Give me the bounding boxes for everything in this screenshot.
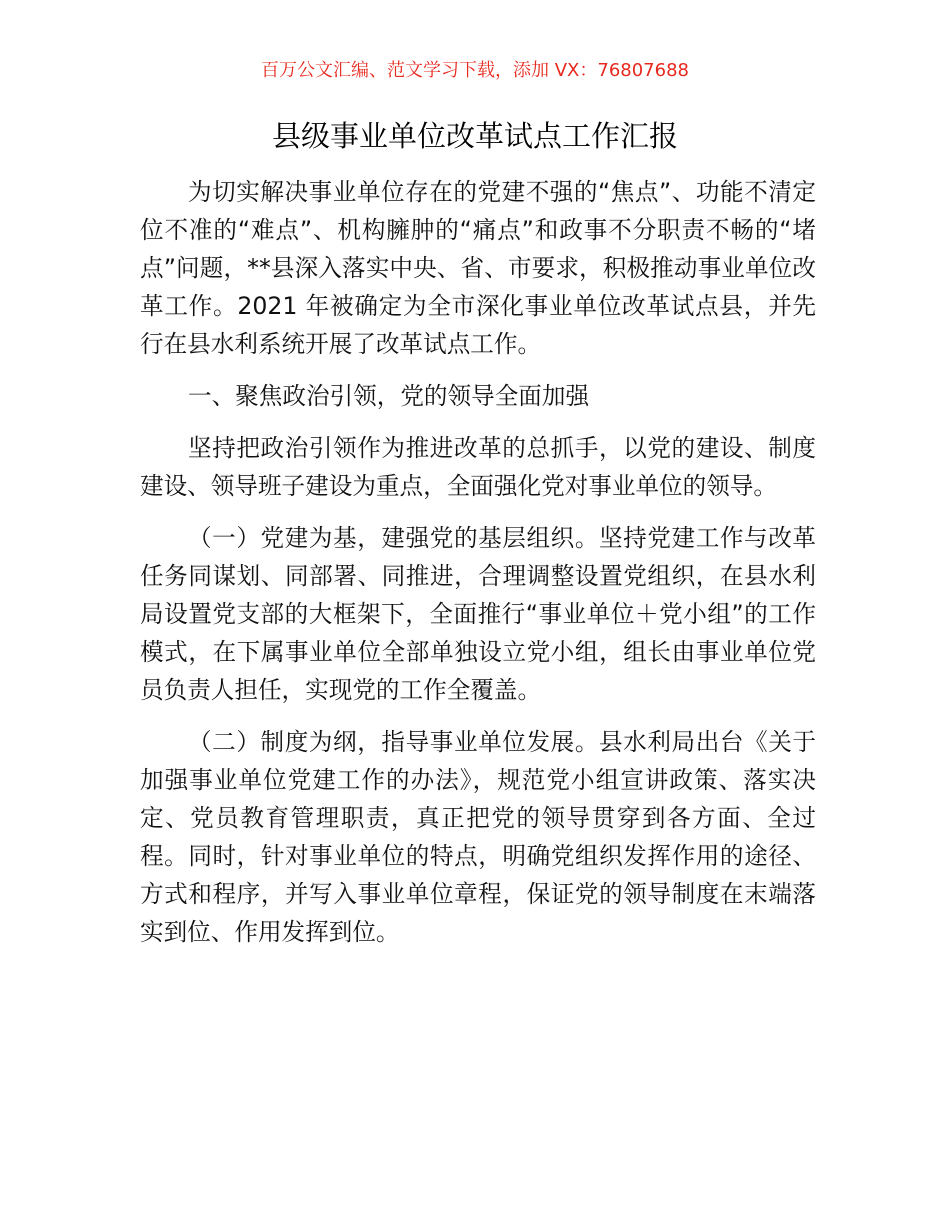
intro-paragraph: 为切实解决事业单位存在的党建不强的“焦点”、功能不清定位不准的“难点”、机构臃肿的“痛点”和政事不分职责不畅的“堵点”问题，**县深入落实中央、省、市要求，积极推动事业单位改革工作。2021 年被确定为全市深化事业单位改革试点县，并先行在县水利系统开展了改革试点工作。 xyxy=(140,178,816,358)
section-paragraph: 坚持把政治引领作为推进改革的总抓手，以党的建设、制度建设、领导班子建设为重点，全面强化党对事业单位的领导。 xyxy=(140,434,816,500)
document-title: 县级事业单位改革试点工作汇报 xyxy=(271,119,678,153)
subsection-paragraph-2: （二）制度为纲，指导事业单位发展。县水利局出台《关于加强事业单位党建工作的办法》，规范党小组宣讲政策、落实决定、党员教育管理职责，真正把党的领导贯穿到各方面、全过程。同时，针对事业单位的特点，明确党组织发挥作用的途径、方式和程序，并写入事业单位章程，保证党的领导制度在末端落实到位、作用发挥到位。 xyxy=(140,728,816,946)
document-body xyxy=(140,173,816,951)
section-heading: 一、聚焦政治引领，党的领导全面加强 xyxy=(188,382,590,410)
watermark-banner: 百万公文汇编、范文学习下载，添加 VX：76807688 xyxy=(261,60,689,81)
subsection-paragraph-1: （一）党建为基，建强党的基层组织。坚持党建工作与改革任务同谋划、同部署、同推进，合理调整设置党组织，在县水利局设置党支部的大框架下，全面推行“事业单位＋党小组”的工作模式，在下属事业单位全部单独设立党小组，组长由事业单位党员负责人担任，实现党的工作全覆盖。 xyxy=(140,524,816,704)
